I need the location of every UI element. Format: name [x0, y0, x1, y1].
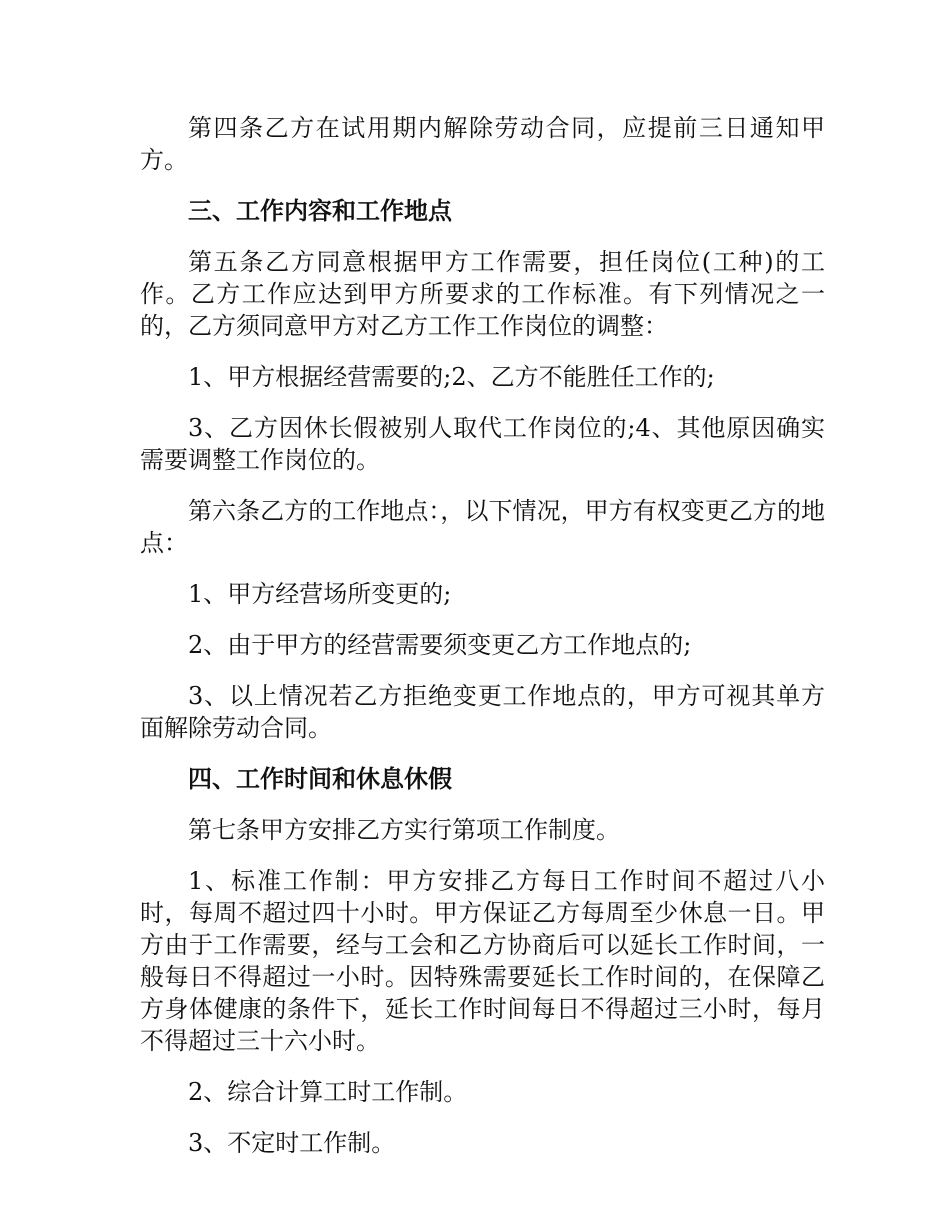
section-4-heading: 四、工作时间和休息休假 — [188, 765, 452, 793]
article-4-paragraph: 第四条乙方在试用期内解除劳动合同，应提前三日通知甲方。 — [140, 114, 825, 174]
article-5-paragraph: 第五条乙方同意根据甲方工作需要，担任岗位(工种)的工作。乙方工作应达到甲方所要求的工作标准。有下列情况之一的，乙方须同意甲方对乙方工作工作岗位的调整： — [140, 248, 825, 340]
article-7-item-3: 3、不定时工作制。 — [188, 1129, 396, 1157]
section-3-heading: 三、工作内容和工作地点 — [188, 197, 452, 225]
article-5-item-1-2: 1、甲方根据经营需要的;2、乙方不能胜任工作的; — [188, 363, 715, 391]
article-6-item-2: 2、由于甲方的经营需要须变更乙方工作地点的; — [188, 631, 692, 659]
document-body — [140, 112, 825, 1178]
article-7-item-1: 1、标准工作制：甲方安排乙方每日工作时间不超过八小时，每周不超过四十小时。甲方保证乙方每周至少休息一日。甲方由于工作需要，经与工会和乙方协商后可以延长工作时间，一般每日不得超过一小时。因特殊需要延长工作时间的，在保障乙方身体健康的条件下，延长工作时间每日不得超过三小时，每月不得超过三十六小时。 — [140, 867, 825, 1055]
article-7-paragraph: 第七条甲方安排乙方实行第项工作制度。 — [188, 816, 620, 844]
article-7-item-2: 2、综合计算工时工作制。 — [188, 1078, 468, 1106]
article-6-paragraph: 第六条乙方的工作地点：，以下情况，甲方有权变更乙方的地点： — [140, 497, 825, 557]
article-6-item-1: 1、甲方经营场所变更的; — [188, 580, 452, 608]
article-6-item-3: 3、以上情况若乙方拒绝变更工作地点的，甲方可视其单方面解除劳动合同。 — [140, 682, 825, 742]
article-5-item-3-4: 3、乙方因休长假被别人取代工作岗位的;4、其他原因确实需要调整工作岗位的。 — [140, 414, 825, 474]
